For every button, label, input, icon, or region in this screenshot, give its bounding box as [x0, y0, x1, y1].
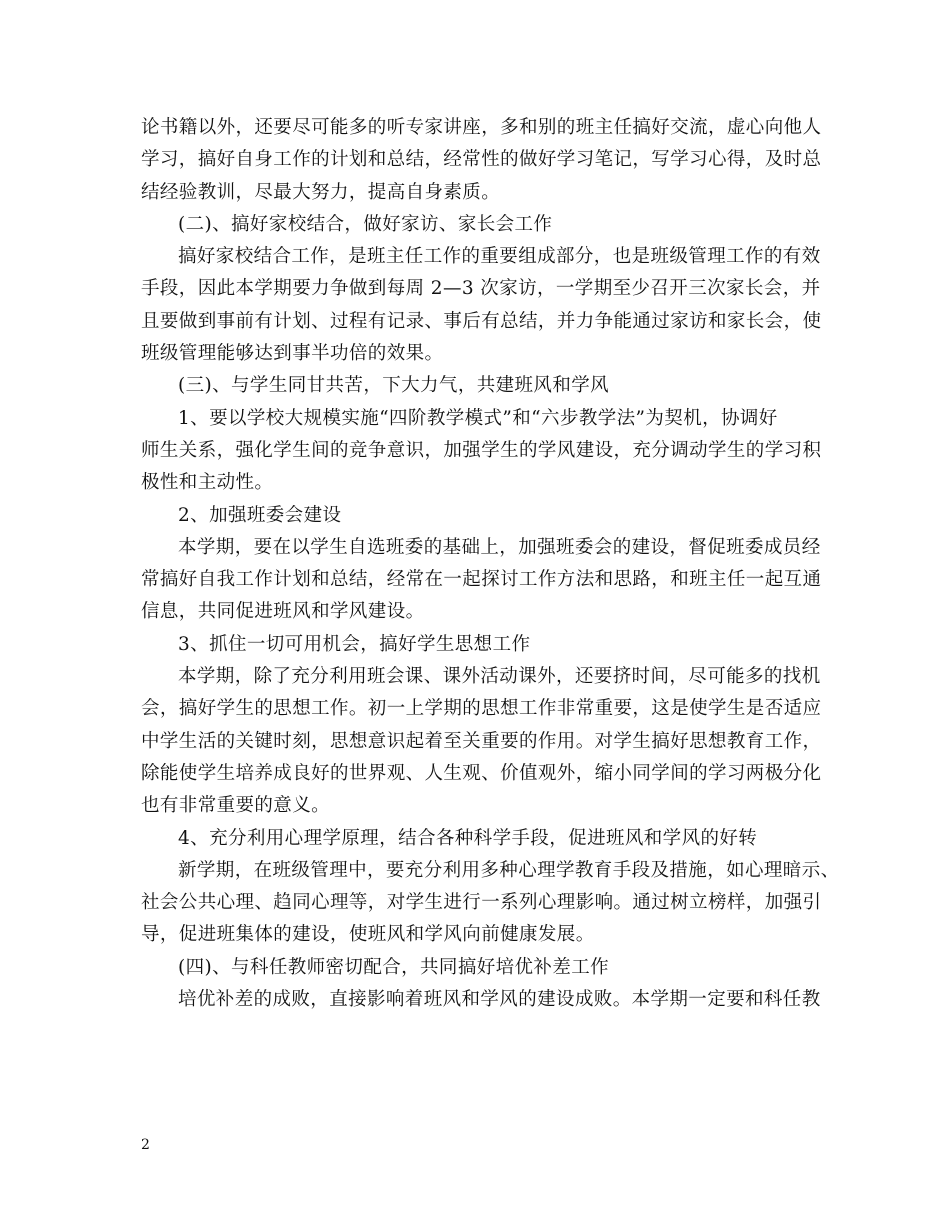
paragraph-first-line: 本学期，除了充分利用班会课、课外活动课外，还要挤时间，尽可能多的找机	[178, 666, 821, 688]
section-heading: (二)、搞好家校结合，做好家访、家长会工作	[178, 213, 553, 235]
body-line: 手段，因此本学期要力争做到每周 2—3 次家访，一学期至少召开三次家长会，并	[141, 278, 821, 300]
body-line: 导，促进班集体的建设，使班风和学风向前健康发展。	[141, 924, 595, 946]
paragraph-first-line: 新学期，在班级管理中，要充分利用多种心理学教育手段及措施，如心理暗示、	[178, 859, 840, 881]
section-heading: (四)、与科任教师密切配合，共同搞好培优补差工作	[178, 956, 610, 978]
page-number: 2	[141, 1137, 150, 1153]
body-line: 常搞好自我工作计划和总结，经常在一起探讨工作方法和思路，和班主任一起互通	[141, 569, 822, 591]
body-line: 论书籍以外，还要尽可能多的听专家讲座，多和别的班主任搞好交流，虚心向他人	[141, 117, 822, 138]
body-line: 师生关系，强化学生间的竞争意识，加强学生的学风建设，充分调动学生的学习积	[141, 439, 822, 461]
body-line: 社会公共心理、趋同心理等，对学生进行一系列心理影响。通过树立榜样，加强引	[141, 892, 822, 914]
body-line: 学习，搞好自身工作的计划和总结，经常性的做好学习笔记，写学习心得，及时总	[141, 149, 822, 171]
list-item-heading: 1、要以学校大规模实施“四阶教学模式”和“六步教学法”为契机，协调好	[178, 407, 778, 429]
body-line: 除能使学生培养成良好的世界观、人生观、价值观外，缩小同学间的学习两极分化	[141, 762, 822, 784]
body-line: 结经验教训，尽最大努力，提高自身素质。	[141, 181, 501, 203]
body-line: 会，搞好学生的思想工作。初一上学期的思想工作非常重要，这是使学生是否适应	[141, 698, 822, 720]
body-line: 中学生活的关键时刻，思想意识起着至关重要的作用。对学生搞好思想教育工作，	[141, 730, 822, 752]
list-item-heading: 4、充分利用心理学原理，结合各种科学手段，促进班风和学风的好转	[178, 827, 758, 849]
paragraph-first-line: 本学期，要在以学生自选班委的基础上，加强班委会的建设，督促班委成员经	[178, 536, 821, 558]
paragraph-first-line: 搞好家校结合工作，是班主任工作的重要组成部分，也是班级管理工作的有效	[178, 246, 821, 268]
section-heading: (三)、与学生同甘共苦，下大力气，共建班风和学风	[178, 375, 610, 397]
document-body	[141, 112, 840, 1016]
paragraph-first-line: 培优补差的成败，直接影响着班风和学风的建设成败。本学期一定要和科任教	[178, 989, 821, 1011]
body-line: 也有非常重要的意义。	[141, 795, 331, 817]
body-line: 班级管理能够达到事半功倍的效果。	[141, 343, 444, 365]
body-line: 极性和主动性。	[141, 472, 274, 494]
body-line: 信息，共同促进班风和学风建设。	[141, 601, 425, 623]
list-item-heading: 2、加强班委会建设	[178, 504, 342, 526]
list-item-heading: 3、抓住一切可用机会，搞好学生思想工作	[178, 633, 531, 655]
body-line: 且要做到事前有计划、过程有记录、事后有总结，并力争能通过家访和家长会，使	[141, 310, 822, 332]
